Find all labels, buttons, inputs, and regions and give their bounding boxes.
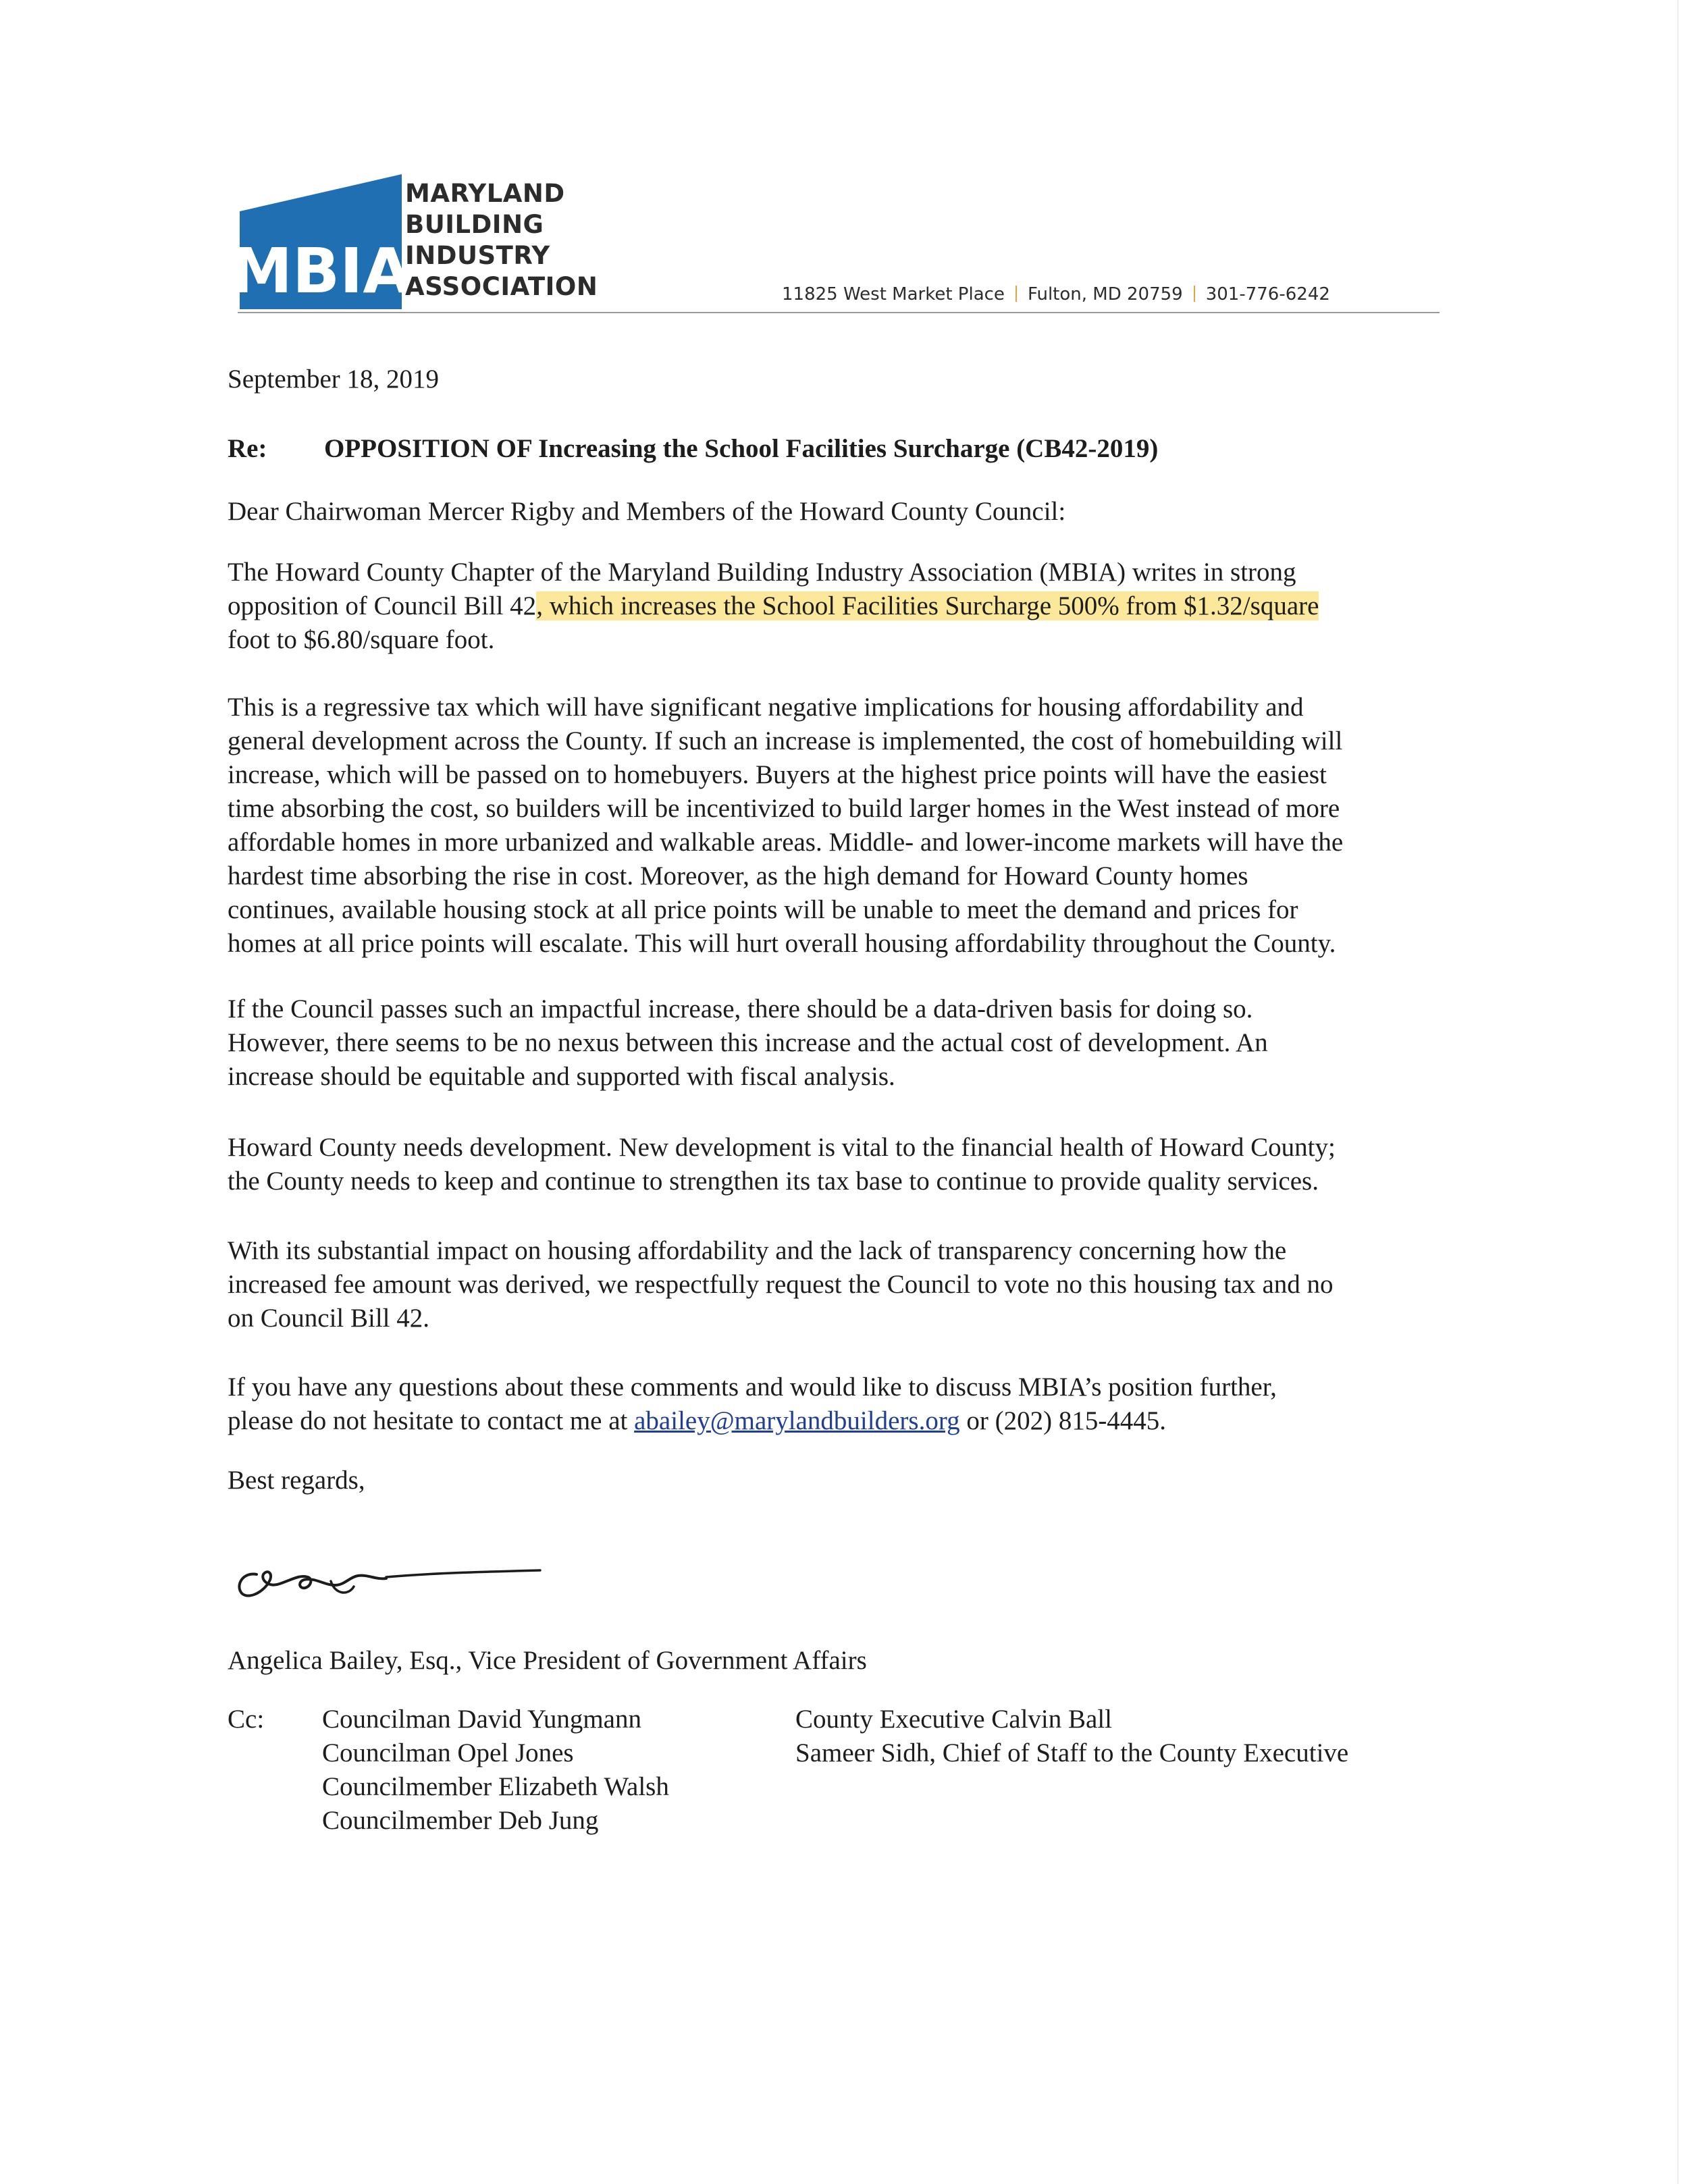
signature-image <box>230 1533 547 1607</box>
paragraph-6-text: or (202) 815-4445. <box>959 1406 1167 1435</box>
paragraph-2-line: affordable homes in more urbanized and walkable areas. Middle- and lower-income markets will have the <box>228 828 1344 857</box>
cc-recipient: Councilman David Yungmann <box>322 1705 641 1734</box>
paragraph-3-line: If the Council passes such an impactful increase, there should be a data-driven basis for doing so. <box>228 994 1253 1023</box>
paragraph-4-line: Howard County needs development. New development is vital to the financial health of Howard County; <box>228 1133 1336 1162</box>
highlighted-text: , which increases the School Facilities Surcharge 500% from $1.32/square <box>536 591 1319 620</box>
paragraph-1-line: foot to $6.80/square foot. <box>228 625 495 654</box>
email-link[interactable]: abailey@marylandbuilders.org <box>634 1406 960 1435</box>
scan-edge-line <box>1677 0 1679 2184</box>
salutation: Dear Chairwoman Mercer Rigby and Members of the Howard County Council: <box>228 497 1066 526</box>
paragraph-2-line: continues, available housing stock at all price points will be unable to meet the demand and prices for <box>228 895 1298 924</box>
letter-date: September 18, 2019 <box>228 365 440 394</box>
logo-text: MBIA <box>230 235 411 307</box>
paragraph-4-line: the County needs to keep and continue to strengthen its tax base to continue to provide quality services. <box>228 1167 1319 1196</box>
address-separator <box>1194 286 1195 302</box>
address-separator <box>1016 286 1017 302</box>
paragraph-1-line <box>228 589 1319 623</box>
paragraph-2-line: hardest time absorbing the rise in cost. Moreover, as the high demand for Howard County homes <box>228 861 1248 890</box>
paragraph-3-line: increase should be equitable and supported with fiscal analysis. <box>228 1062 895 1091</box>
cc-recipient: Councilman Opel Jones <box>322 1738 574 1767</box>
paragraph-1-text: opposition of Council Bill 42 <box>228 591 537 620</box>
cc-recipient: Councilmember Deb Jung <box>322 1806 599 1835</box>
street-address: 11825 West Market Place <box>782 284 1005 304</box>
letterhead-address <box>782 282 1330 307</box>
cc-recipient: Sameer Sidh, Chief of Staff to the County Executive <box>795 1738 1349 1767</box>
paragraph-2-line: increase, which will be passed on to homebuyers. Buyers at the highest price points will have the easiest <box>228 760 1327 789</box>
cc-label: Cc: <box>228 1705 265 1734</box>
signatory: Angelica Bailey, Esq., Vice President of Government Affairs <box>228 1646 867 1675</box>
paragraph-5-line: increased fee amount was derived, we respectfully request the Council to vote no this housing tax and no <box>228 1270 1334 1299</box>
paragraph-2-line: general development across the County. If such an increase is implemented, the cost of homebuilding will <box>228 726 1343 755</box>
paragraph-3-line: However, there seems to be no nexus between this increase and the actual cost of development. An <box>228 1028 1268 1057</box>
association-name-line: BUILDING <box>405 210 544 239</box>
re-subject: OPPOSITION OF Increasing the School Facilities Surcharge (CB42-2019) <box>324 434 1159 463</box>
mbia-logo <box>230 174 411 309</box>
association-name <box>405 178 598 302</box>
association-name-line: MARYLAND <box>405 179 565 208</box>
letterhead-rule <box>238 312 1440 313</box>
re-label: Re: <box>228 434 267 463</box>
phone-number: 301-776-6242 <box>1205 284 1330 304</box>
association-name-line: INDUSTRY <box>405 241 550 270</box>
cc-recipient: County Executive Calvin Ball <box>795 1705 1113 1734</box>
cc-list-right <box>795 1703 1348 1770</box>
paragraph-2-line: This is a regressive tax which will have significant negative implications for housing affordability and <box>228 693 1304 722</box>
city-state-zip: Fulton, MD 20759 <box>1027 284 1183 304</box>
paragraph-6-text: please do not hesitate to contact me at <box>228 1406 635 1435</box>
closing: Best regards, <box>228 1466 365 1495</box>
paragraph-2-line: time absorbing the cost, so builders will be incentivized to build larger homes in the West instead of more <box>228 794 1340 823</box>
paragraph-2-line: homes at all price points will escalate. This will hurt overall housing affordability throughout the County. <box>228 929 1336 958</box>
association-name-line: ASSOCIATION <box>405 272 598 301</box>
paragraph-6-line: If you have any questions about these comments and would like to discuss MBIA’s position further, <box>228 1373 1277 1402</box>
paragraph-6-line <box>228 1404 1166 1438</box>
cc-list-left <box>322 1703 669 1838</box>
paragraph-5-line: on Council Bill 42. <box>228 1304 430 1333</box>
cc-recipient: Councilmember Elizabeth Walsh <box>322 1772 669 1801</box>
paragraph-5-line: With its substantial impact on housing affordability and the lack of transparency concerning how the <box>228 1236 1287 1265</box>
paragraph-1-line: The Howard County Chapter of the Maryland Building Industry Association (MBIA) writes in strong <box>228 558 1296 587</box>
